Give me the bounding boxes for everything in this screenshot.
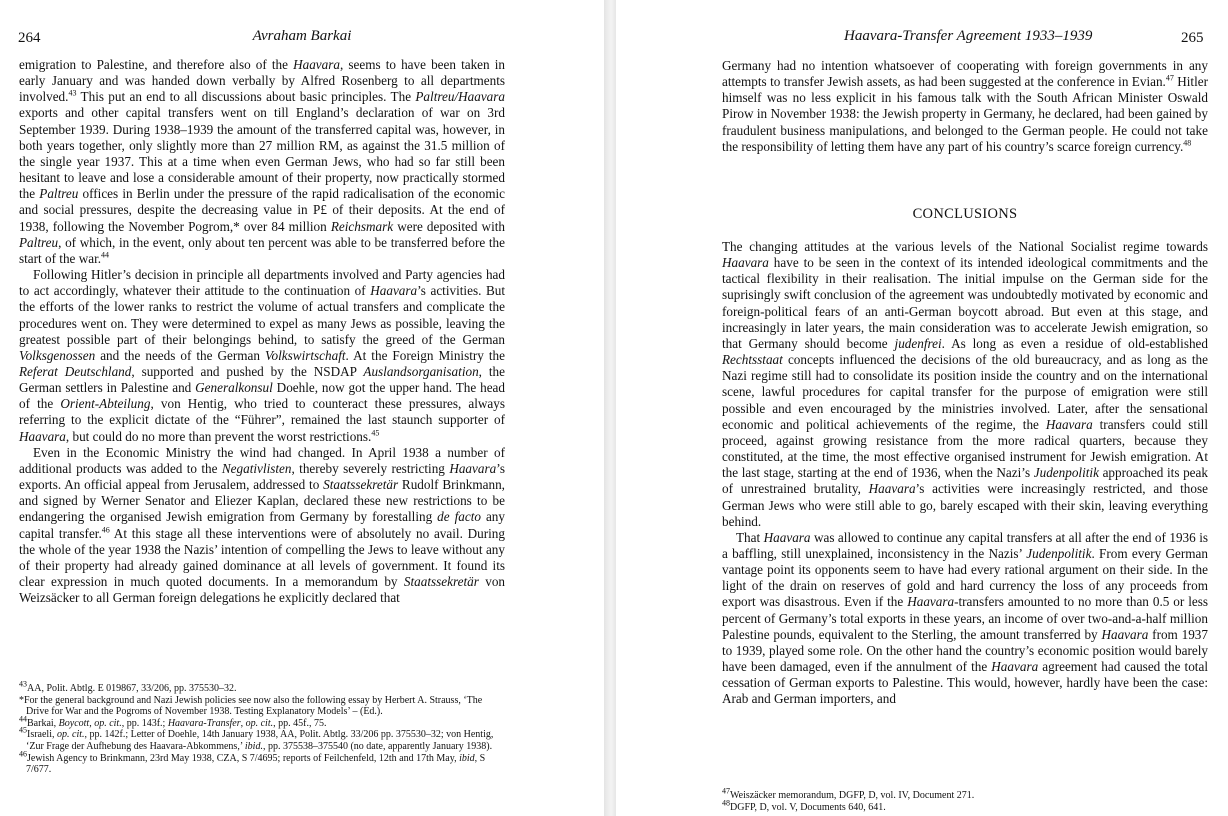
footnote: $^{48}$DGFP, D, vol. V, Documents 640, 641.	[722, 798, 886, 813]
right-body-text	[722, 239, 1208, 708]
footnote: *For the general background and Nazi Jewish policies see now also the following essay by Herbert A. Strauss, ‘The Drive for War and the Pogroms of November 1938. Testing Explanatory Models’ – (Ed.).	[19, 694, 483, 718]
paragraph: Germany had no intention whatsoever of cooperating with foreign governments in any attempts to transfer Jewish assets, as had been suggested at the conference in Evian.$^{47}$ Hitler himself was no less explicit in his famous talk with the South African Minister Oswald Pirow in November 1938: the Jewish property in Germany, he declared, had been gained by fraudulent business manipulations, and belonged to the German people. He could not take the responsibility of letting them have any part of his country’s scarce foreign currency.$^{48}$	[722, 58, 1209, 154]
paragraph: Even in the Economic Ministry the wind had changed. In April 1938 a number of additional products was added to the Negativlisten, thereby severely restricting Haavara’s exports. An official appeal from Jerusalem, addressed to Staatssekretär Rudolf Brinkmann, and signed by Werner Senator and Eliezer Kaplan, declared these new restrictions to be endangering the organised Jewish emigration from Germany by forestalling de facto any capital transfer.$^{46}$ At this stage all these interventions were of absolutely no avail. During the whole of the year 1938 the Nazis’ intention of compelling the Jews to leave without any of their property had already gained dominance at all levels of government. It found its clear expression in much quoted documents. In a memorandum by Staatssekretär von Weizsäcker to all German foreign delegations he explicitly declared that	[19, 444, 506, 606]
footnote: $^{45}$Israeli, op. cit., pp. 142f.; Letter of Doehle, 14th January 1938, AA, Polit. Abtlg. 33/206 pp. 375530–32; von Hentig, ‘Zur Frage der Aufhebung des Haavara-Abkommens,’ ibid., pp. 375538–375540 (no date, apparently January 1938).	[19, 726, 494, 752]
paragraph: emigration to Palestine, and therefore also of the Haavara, seems to have been taken in early January and was handed down verbally by Alfred Rosenberg to all departments involved.$^{43}$ This put an end to all discussions about basic principles. The Paltreu/Haavara exports and other capital transfers went on till England’s declaration of war on 3rd September 1939. During 1938–1939 the amount of the transferred capital was, however, in both years together, only slightly more than 27 million RM, as against the 31.5 million of the single year 1937. This at a time when even German Jews, who had so far still been hesitant to leave and lose a considerable amount of their property, now practically stormed the Paltreu offices in Berlin under the pressure of the rapid radicalisation of the economic and social pressures, despite the decreasing value in P£ of their deposits. At the end of 1938, following the November Pogrom,* over 84 million Reichsmark were deposited with Paltreu, of which, in the event, only about ten percent was able to be transferred before the start of the war.$^{44}$	[19, 57, 505, 266]
page-number: 265	[1181, 30, 1204, 46]
paragraph: That Haavara was allowed to continue any capital transfers at all after the end of 1936 is a baffling, still unexplained, inconsistency in the Nazis’ Judenpolitik. From every German vantage point its opponents seem to have had every rational argument on their side. In the light of the drain on reserves of gold and hard currency the loss of any proceeds from export was disastrous. Even if the Haavara-transfers amounted to no more than 0.5 or less percent of Germany’s total exports in these years, an income of over two-and-a-half million Palestine pounds, equivalent to the Sterling, the amount transferred by Haavara from 1937 to 1939, played some role. On the other hand the country’s economic position would barely have been damaged, even if the annulment of the Haavara agreement had caused the total cessation of German exports to Palestine. This would, however, hardly have been the case: Arab and German importers, and	[722, 529, 1209, 707]
footnote: $^{44}$Barkai, Boycott, op. cit., pp. 143f.; Haavara-Transfer, op. cit., pp. 45f., 75.	[19, 714, 327, 729]
paragraph: The changing attitudes at the various levels of the National Socialist regime towards Haavara have to be seen in the context of its intended ideological commitments and the tactical flexibility in their realisation. The initial impulse on the German side for the suprisingly swift conclusion of the agreement was undoubtedly motivated by economic and foreign-political fears of an anti-German boycott abroad. But even at this stage, and increasingly in later years, the main consideration was to accelerate Jewish emigration, so that Germany should become judenfrei. As long as even a residue of old-established Rechtsstaat concepts influenced the decisions of the old bureaucracy, and as long as the Nazi regime still had to consolidate its position inside the country and on the international scene, lawful procedures for capital transfer for the purpose of emigration were still possible and even encouraged by the ministries involved. Later, after the sensational economic and political achievements of the regime, the Haavara transfers could still proceed, against growing resistance from the more radical quarters, because they constituted, at the time, the most effective organised instrument for Jewish emigration. At the last stage, starting at the end of 1936, when the Nazi’s Judenpolitik approached its peak of unrestrained brutality, Haavara’s activities were increasingly restricted, and those German Jews who were still able to go, barely escaped with their skin, leaving everything behind.	[722, 239, 1208, 529]
footnote: $^{47}$Weiszäcker memorandum, DGFP, D, vol. IV, Document 271.	[722, 786, 975, 801]
footnote: $^{46}$Jewish Agency to Brinkmann, 23rd May 1938, CZA, S 7/4695; reports of Feilchenfeld, 12th and 17th May, ibid, S 7/677.	[19, 749, 486, 776]
left-page	[0, 0, 604, 816]
section-heading: CONCLUSIONS	[912, 206, 1018, 222]
right-intro-text	[722, 58, 1208, 155]
page-number: 264	[18, 30, 41, 46]
right-footnotes	[722, 786, 1208, 813]
left-body-text	[19, 57, 505, 606]
paragraph: Following Hitler’s decision in principle all departments involved and Party agencies had to act accordingly, whatever their attitude to the continuation of Haavara’s activities. But the efforts of the lower ranks to restrict the volume of actual transfers and complicate the procedures went on. They were determined to expel as many Jews as possible, leaving the greatest possible part of their belongings behind, to satisfy the greed of the German Volksgenossen and the needs of the German Volkswirtschaft. At the Foreign Ministry the Referat Deutschland, supported and pushed by the NSDAP Auslandsorganisation, the German settlers in Palestine and Generalkonsul Doehle, now got the upper hand. The head of the Orient-Abteilung, von Hentig, who tried to counteract these pressures, always referring to the explicit dictate of the “Führer”, remained the last staunch supporter of Haavara, but could do no more than prevent the worst restrictions.$^{45}$	[19, 267, 505, 444]
running-head-author: Avraham Barkai	[252, 28, 352, 44]
footnote: $^{43}$AA, Polit. Abtlg. E 019867, 33/206, pp. 375530–32.	[19, 679, 237, 694]
running-head-title: Haavara-Transfer Agreement 1933–1939	[844, 28, 1093, 44]
left-footnotes	[19, 679, 505, 776]
page-gutter	[604, 0, 616, 816]
right-page	[616, 0, 1228, 816]
